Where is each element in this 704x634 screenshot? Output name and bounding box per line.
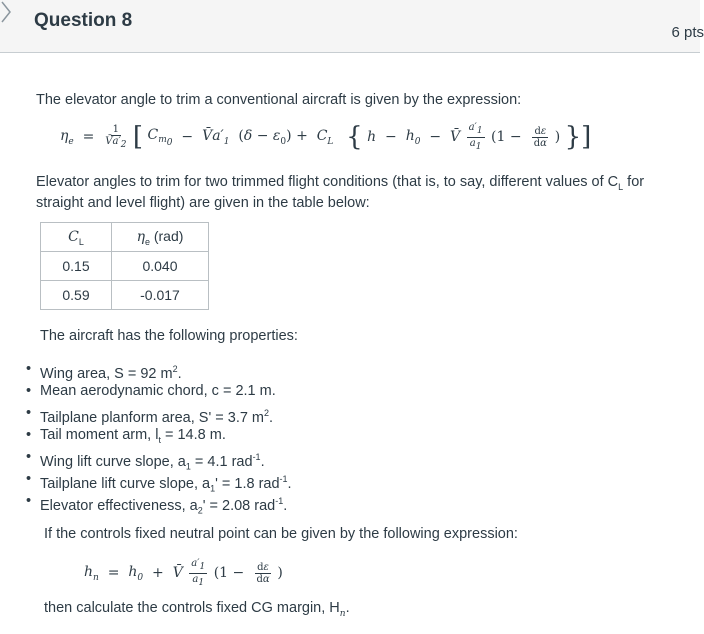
- list-item: • Tail moment arm, $l_t = 14.8$ m.: [26, 424, 292, 446]
- table-row: [41, 252, 209, 281]
- list-item: • Tailplane lift curve slope, $a_1' = 1.8$ rad$^{-1}$.: [26, 468, 292, 490]
- properties-list: [26, 358, 292, 516]
- question-header: [0, 0, 704, 53]
- list-item: • Tailplane planform area, S' = 3.7 $m^2$.: [26, 402, 292, 424]
- table-header-row: [41, 223, 209, 252]
- elevator-text: Elevator angles to trim for two trimmed flight conditions (that is, to say, different values of $C_L$ for: [36, 174, 645, 192]
- list-item: • Mean aerodynamic chord, c = 2.1 m.: [26, 380, 292, 402]
- trim-data-table: [40, 222, 209, 310]
- properties-intro: The aircraft has the following properties:: [40, 328, 298, 344]
- table-cell: 0.15: [41, 252, 112, 281]
- table-header-cl: $C_L$: [41, 223, 112, 252]
- intro-text: The elevator angle to trim a conventional aircraft is given by the expression:: [36, 92, 522, 108]
- table-cell: 0.59: [41, 281, 112, 310]
- table-row: [41, 281, 209, 310]
- chevron-right-icon[interactable]: [0, 0, 14, 24]
- table-cell: -0.017: [112, 281, 209, 310]
- question-points: 6 pts: [671, 24, 704, 41]
- elevator-text-line2: straight and level flight) are given in the table below:: [36, 195, 370, 211]
- trim-equation: $\eta_e$ = $\frac{1}{V̄a'_2}$ [ $C_{m_0}$ − $V̄a'_1$ $(\delta - \varepsilon_0) + C_L$ { $h - h_0$ − V̄ $\frac{a'_1}{a_1}$ (1 − $\frac{d\varepsilon}{d\alpha}$ ) }]: [60, 122, 592, 153]
- final-question: then calculate the controls fixed CG margin, $H_n$.: [44, 600, 350, 619]
- neutral-point-equation: $h_n = h_0$ + V̄ $\frac{a'_1}{a_1}$ (1 − $\frac{d\varepsilon}{d\alpha}$ ): [84, 558, 283, 588]
- question-title: Question 8: [34, 10, 133, 31]
- list-item: • Wing lift curve slope, $a_1 = 4.1$ rad$^{-1}$.: [26, 446, 292, 468]
- table-cell: 0.040: [112, 252, 209, 281]
- list-item: • Elevator effectiveness, $a_2' = 2.08$ rad$^{-1}$.: [26, 490, 292, 512]
- list-item: • Wing area, S = 92 $m^2$.: [26, 358, 292, 380]
- neutral-intro: If the controls fixed neutral point can be given by the following expression:: [44, 526, 518, 542]
- table-header-eta: $\eta_e$ (rad): [112, 223, 209, 252]
